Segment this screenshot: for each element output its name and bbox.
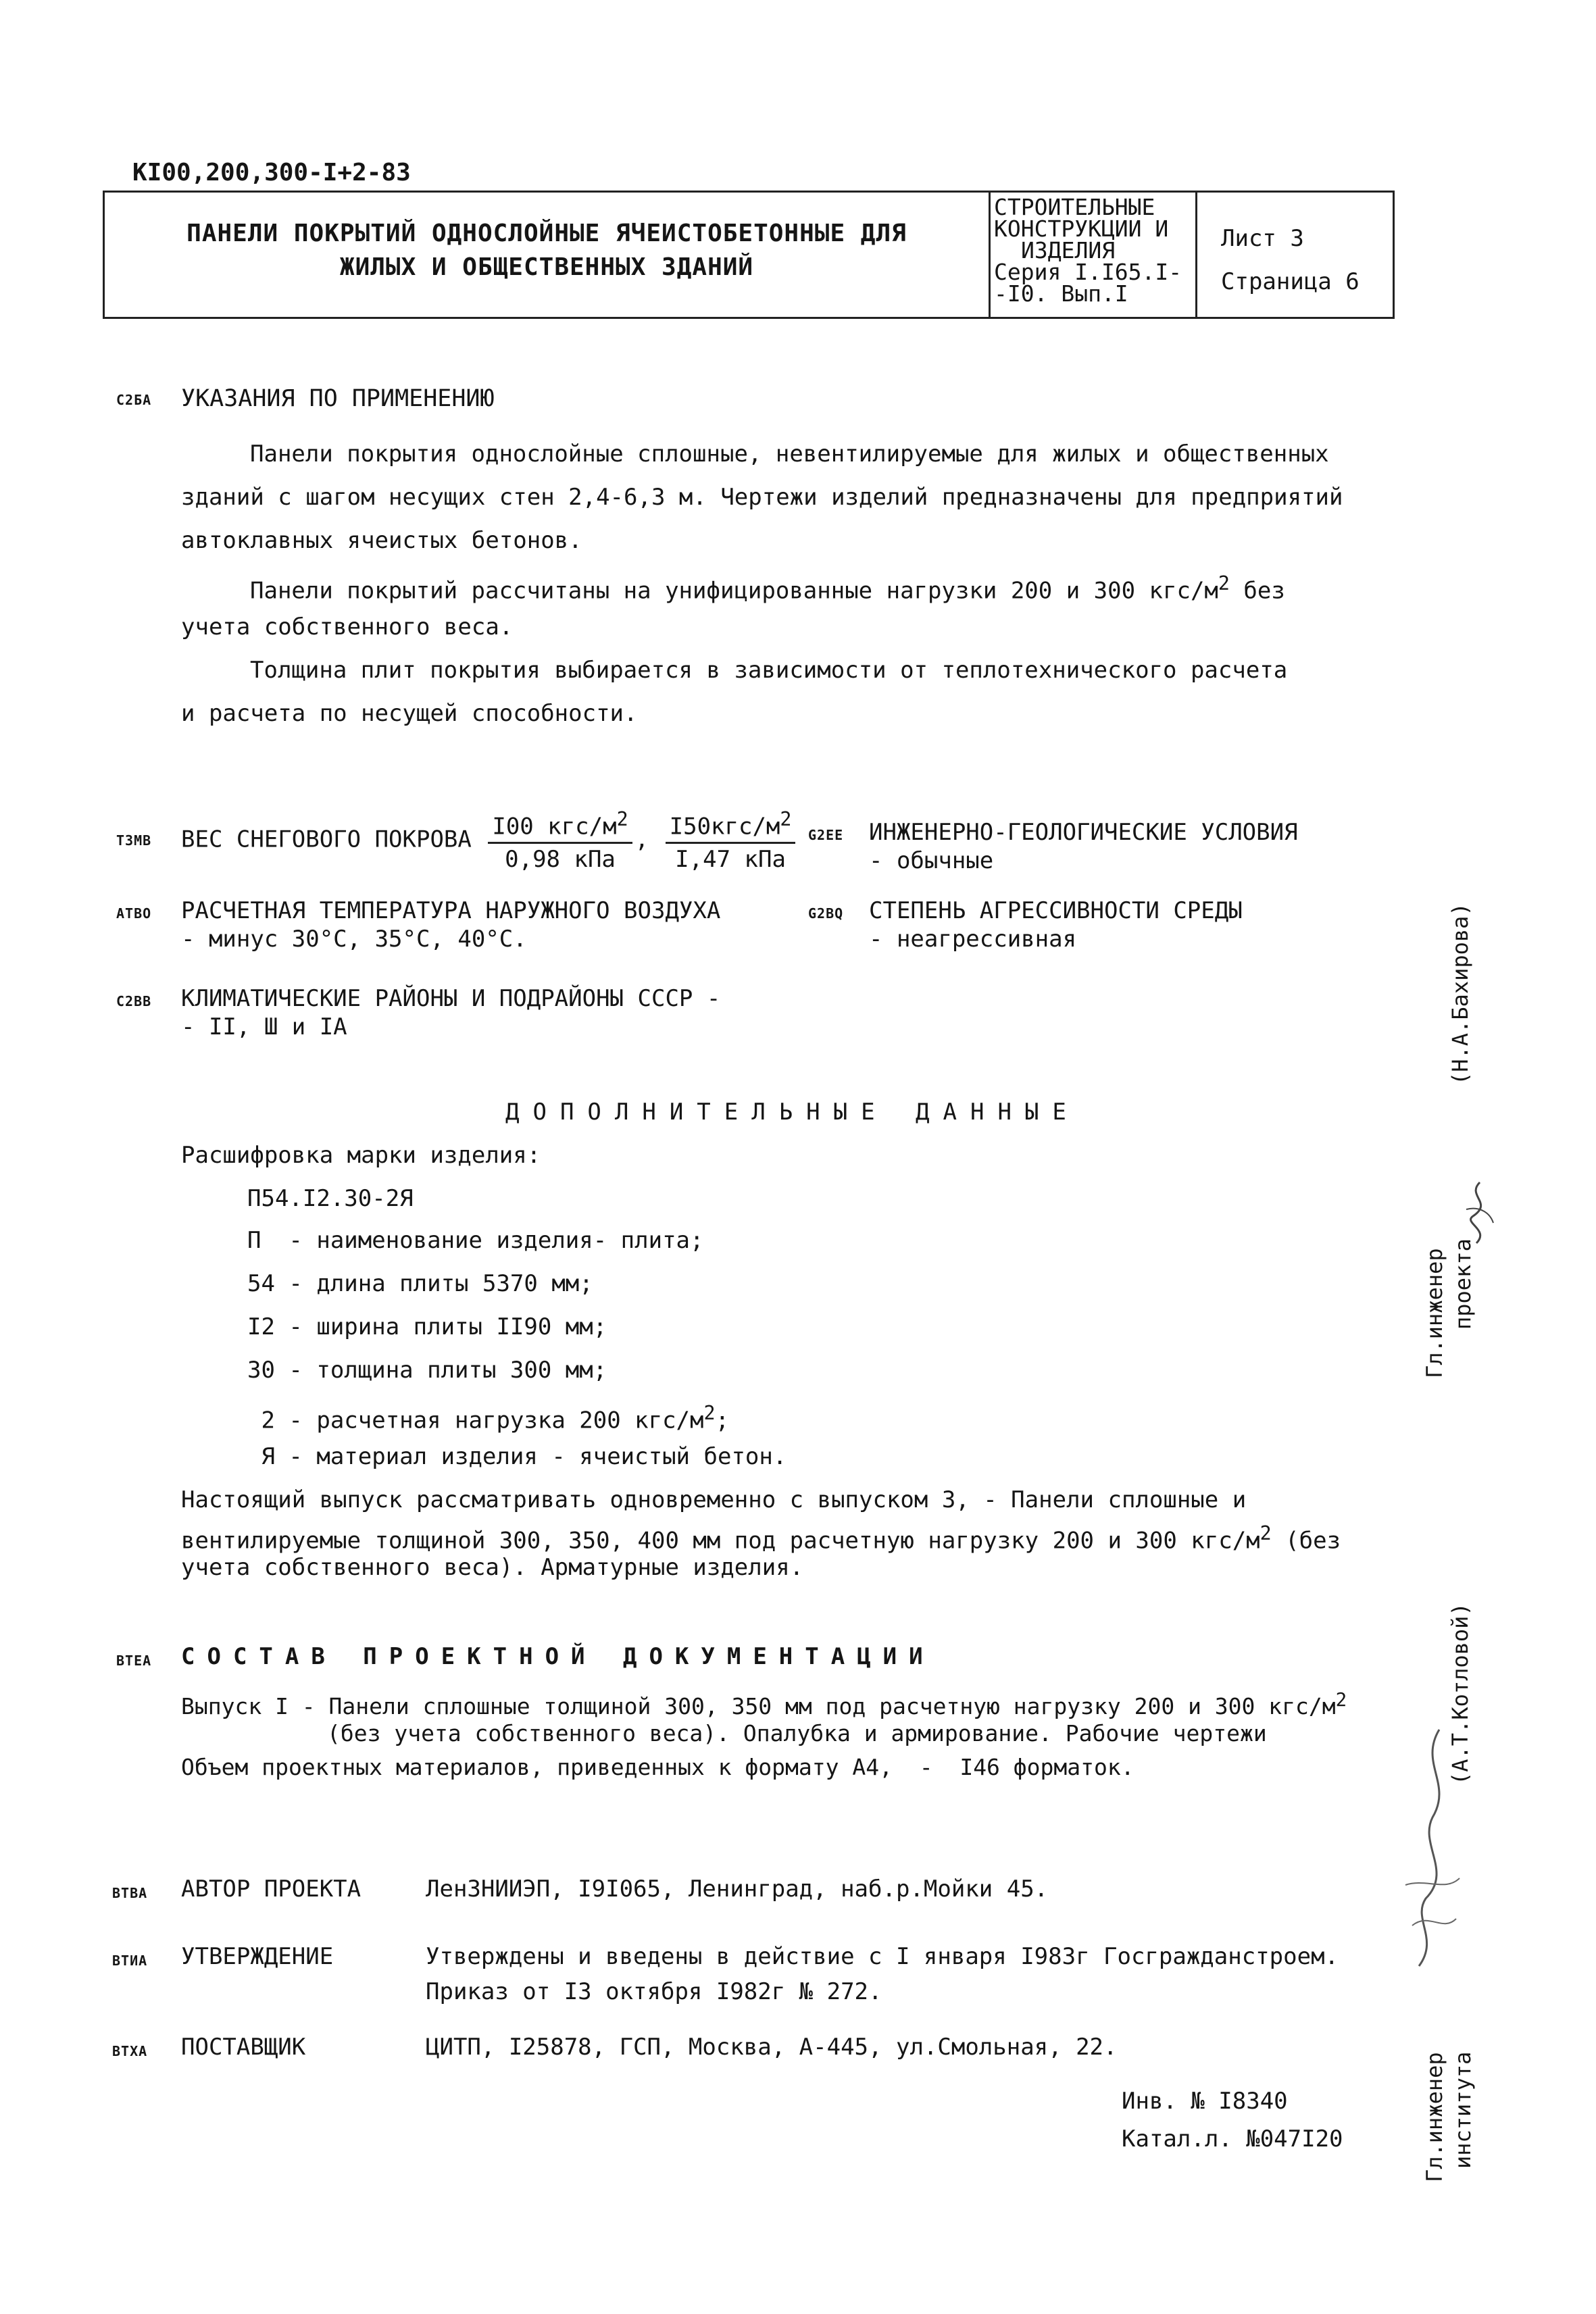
inventory-number: Инв. № I8340 xyxy=(1122,2088,1288,2115)
snow-load-row: ВЕС СНЕГОВОГО ПОКРОВА $\frac{I00 кгс/м^2}{\text{0,98 кПа}}$ , $\frac{I50кгс/м^2}{\text{I,47 кПа}}$ xyxy=(181,804,798,875)
composition-heading: СОСТАВ ПРОЕКТНОЙ ДОКУМЕНТАЦИИ xyxy=(181,1643,935,1670)
sheet-info xyxy=(1221,217,1360,303)
superscript: 2 xyxy=(703,1402,716,1424)
author-value: ЛенЗНИИЭП, I9I065, Ленинград, наб.р.Мойки 45. xyxy=(426,1876,1049,1903)
fraction-text: I00 кгс/м xyxy=(492,813,617,840)
series-line: СТРОИТЕЛЬНЫЕ xyxy=(994,194,1155,220)
geo-conditions-value: - обычные xyxy=(869,847,994,874)
engineer1-name: (Н.А.Бахирова) xyxy=(1447,903,1473,1085)
catalog-number: Катал.л. №047I20 xyxy=(1122,2126,1343,2153)
section-marker: ВТВА xyxy=(112,1885,148,1901)
superscript: 2 xyxy=(616,808,628,830)
supplier-label: ПОСТАВЩИК xyxy=(181,2034,306,2061)
signature-2 xyxy=(1392,1723,1473,1980)
series-info xyxy=(994,194,1182,307)
engineer2-name: (А.Т.Котловой) xyxy=(1447,1603,1473,1785)
series-line: -I0. Вып.I xyxy=(994,280,1128,307)
decode-item: 30 - толщина плиты 300 мм; xyxy=(247,1357,607,1384)
param-marker: G2ЕЕ xyxy=(808,827,844,843)
composition-text: Выпуск I - Панели сплошные толщиной 300, 350 мм под расчетную нагрузку 200 и 300 кгс/м xyxy=(181,1693,1336,1719)
approval-label: УТВЕРЖДЕНИЕ xyxy=(181,1943,334,1970)
title-line: ЖИЛЫХ И ОБЩЕСТВЕННЫХ ЗДАНИЙ xyxy=(339,253,754,281)
product-code: П54.I2.30-2Я xyxy=(247,1185,414,1212)
composition-line: (без учета собственного веса). Опалубка и армирование. Рабочие чертежи xyxy=(327,1720,1267,1746)
fraction-numerator xyxy=(488,804,632,844)
param-marker: Т3МВ xyxy=(116,832,152,849)
decode-item: П - наименование изделия- плита; xyxy=(247,1227,704,1254)
usage-text: без xyxy=(1229,577,1285,605)
decode-item: I2 - ширина плиты II90 мм; xyxy=(247,1313,607,1340)
decode-item: 54 - длина плиты 5370 мм; xyxy=(247,1270,593,1297)
superscript: 2 xyxy=(1260,1522,1272,1544)
temperature-value: - минус 30°С, 35°С, 40°С. xyxy=(181,926,527,953)
doc-code: КI00,200,300-I+2-83 xyxy=(132,159,411,186)
decode-text: 2 - расчетная нагрузка 200 кгс/м xyxy=(247,1407,704,1434)
usage-heading: УКАЗАНИЯ ПО ПРИМЕНЕНИЮ xyxy=(181,385,495,412)
section-marker: ВТИА xyxy=(112,1953,148,1969)
section-marker: ВТЕА xyxy=(116,1653,152,1669)
usage-text: Панели покрытий рассчитаны на унифицированные нагрузки 200 и 300 кгс/м xyxy=(250,577,1218,605)
title-block-divider xyxy=(989,193,991,317)
snow-load-fraction xyxy=(666,804,796,875)
fraction-denominator: 0,98 кПа xyxy=(505,846,616,874)
fraction-denominator: I,47 кПа xyxy=(675,846,786,874)
aggressiveness-label: СТЕПЕНЬ АГРЕССИВНОСТИ СРЕДЫ xyxy=(869,897,1243,924)
decode-title: Расшифровка марки изделия: xyxy=(181,1142,541,1169)
engineer1-role: Гл.инженер xyxy=(1422,1248,1447,1378)
snow-load-label: ВЕС СНЕГОВОГО ПОКРОВА xyxy=(181,826,472,853)
sheet-number: Лист 3 xyxy=(1221,225,1304,252)
composition-line xyxy=(181,1686,1347,1720)
usage-line: учета собственного веса. xyxy=(181,613,514,640)
document-title xyxy=(105,217,989,284)
note-line: учета собственного веса). Арматурные изделия. xyxy=(181,1554,804,1581)
usage-line: и расчета по несущей способности. xyxy=(181,700,638,727)
usage-line: автоклавных ячеистых бетонов. xyxy=(181,527,582,554)
series-line: Серия I.I65.I- xyxy=(994,259,1182,285)
superscript: 2 xyxy=(780,808,792,830)
composition-line: Объем проектных материалов, приведенных к формату А4, - I46 форматок. xyxy=(181,1754,1134,1780)
engineer2-role: института xyxy=(1450,2051,1476,2169)
snow-load-fraction xyxy=(488,804,632,875)
section-marker: С2БА xyxy=(116,392,152,408)
usage-line: Толщина плит покрытия выбирается в зависимости от теплотехнического расчета xyxy=(250,657,1288,684)
decode-text: ; xyxy=(715,1407,730,1434)
series-line: КОНСТРУКЦИИ И xyxy=(994,216,1169,242)
page-number: Страница 6 xyxy=(1221,268,1360,295)
series-line: ИЗДЕЛИЯ xyxy=(1021,237,1116,263)
note-text: вентилируемые толщиной 300, 350, 400 мм под расчетную нагрузку 200 и 300 кгс/м xyxy=(181,1527,1260,1555)
approval-line: Утверждены и введены в действие с I января I983г Госгражданстроем. xyxy=(426,1943,1339,1970)
engineer1-role: проекта xyxy=(1450,1238,1476,1330)
usage-line: зданий с шагом несущих стен 2,4-6,3 м. Чертежи изделий предназначены для предприятий xyxy=(181,484,1343,511)
note-line xyxy=(181,1520,1341,1554)
param-marker: С2ВВ xyxy=(116,993,152,1009)
climate-value: - II, Ш и IА xyxy=(181,1013,347,1040)
approval-line: Приказ от I3 октября I982г № 272. xyxy=(426,1978,882,2005)
param-marker: G2ВQ xyxy=(808,905,844,922)
decode-item: Я - материал изделия - ячеистый бетон. xyxy=(247,1443,787,1470)
param-marker: АТВО xyxy=(116,905,152,922)
title-line: ПАНЕЛИ ПОКРЫТИЙ ОДНОСЛОЙНЫЕ ЯЧЕИСТОБЕТОННЫЕ ДЛЯ xyxy=(186,220,907,247)
usage-line: Панели покрытия однослойные сплошные, невентилируемые для жилых и общественных xyxy=(250,441,1329,468)
author-label: АВТОР ПРОЕКТА xyxy=(181,1876,361,1903)
engineer2-role: Гл.инженер xyxy=(1422,2052,1447,2182)
climate-label: КЛИМАТИЧЕСКИЕ РАЙОНЫ И ПОДРАЙОНЫ СССР - xyxy=(181,985,721,1012)
superscript: 2 xyxy=(1335,1689,1347,1711)
note-line: Настоящий выпуск рассматривать одновременно с выпуском 3, - Панели сплошные и xyxy=(181,1486,1247,1513)
extra-heading: ДОПОЛНИТЕЛЬНЫЕ ДАННЫЕ xyxy=(505,1099,1080,1126)
aggressiveness-value: - неагрессивная xyxy=(869,926,1077,953)
decode-item xyxy=(247,1400,729,1434)
section-marker: ВТХА xyxy=(112,2043,148,2059)
supplier-value: ЦИТП, I25878, ГСП, Москва, А-445, ул.Смольная, 22. xyxy=(426,2034,1118,2061)
signature-1 xyxy=(1453,1176,1507,1257)
superscript: 2 xyxy=(1218,572,1230,595)
geo-conditions-label: ИНЖЕНЕРНО-ГЕОЛОГИЧЕСКИЕ УСЛОВИЯ xyxy=(869,819,1298,846)
note-text: (без xyxy=(1271,1527,1341,1555)
title-block-divider xyxy=(1195,193,1197,317)
temperature-label: РАСЧЕТНАЯ ТЕМПЕРАТУРА НАРУЖНОГО ВОЗДУХА xyxy=(181,897,721,924)
title-block xyxy=(103,191,1395,319)
fraction-numerator xyxy=(666,804,796,844)
fraction-text: I50кгс/м xyxy=(669,813,780,840)
